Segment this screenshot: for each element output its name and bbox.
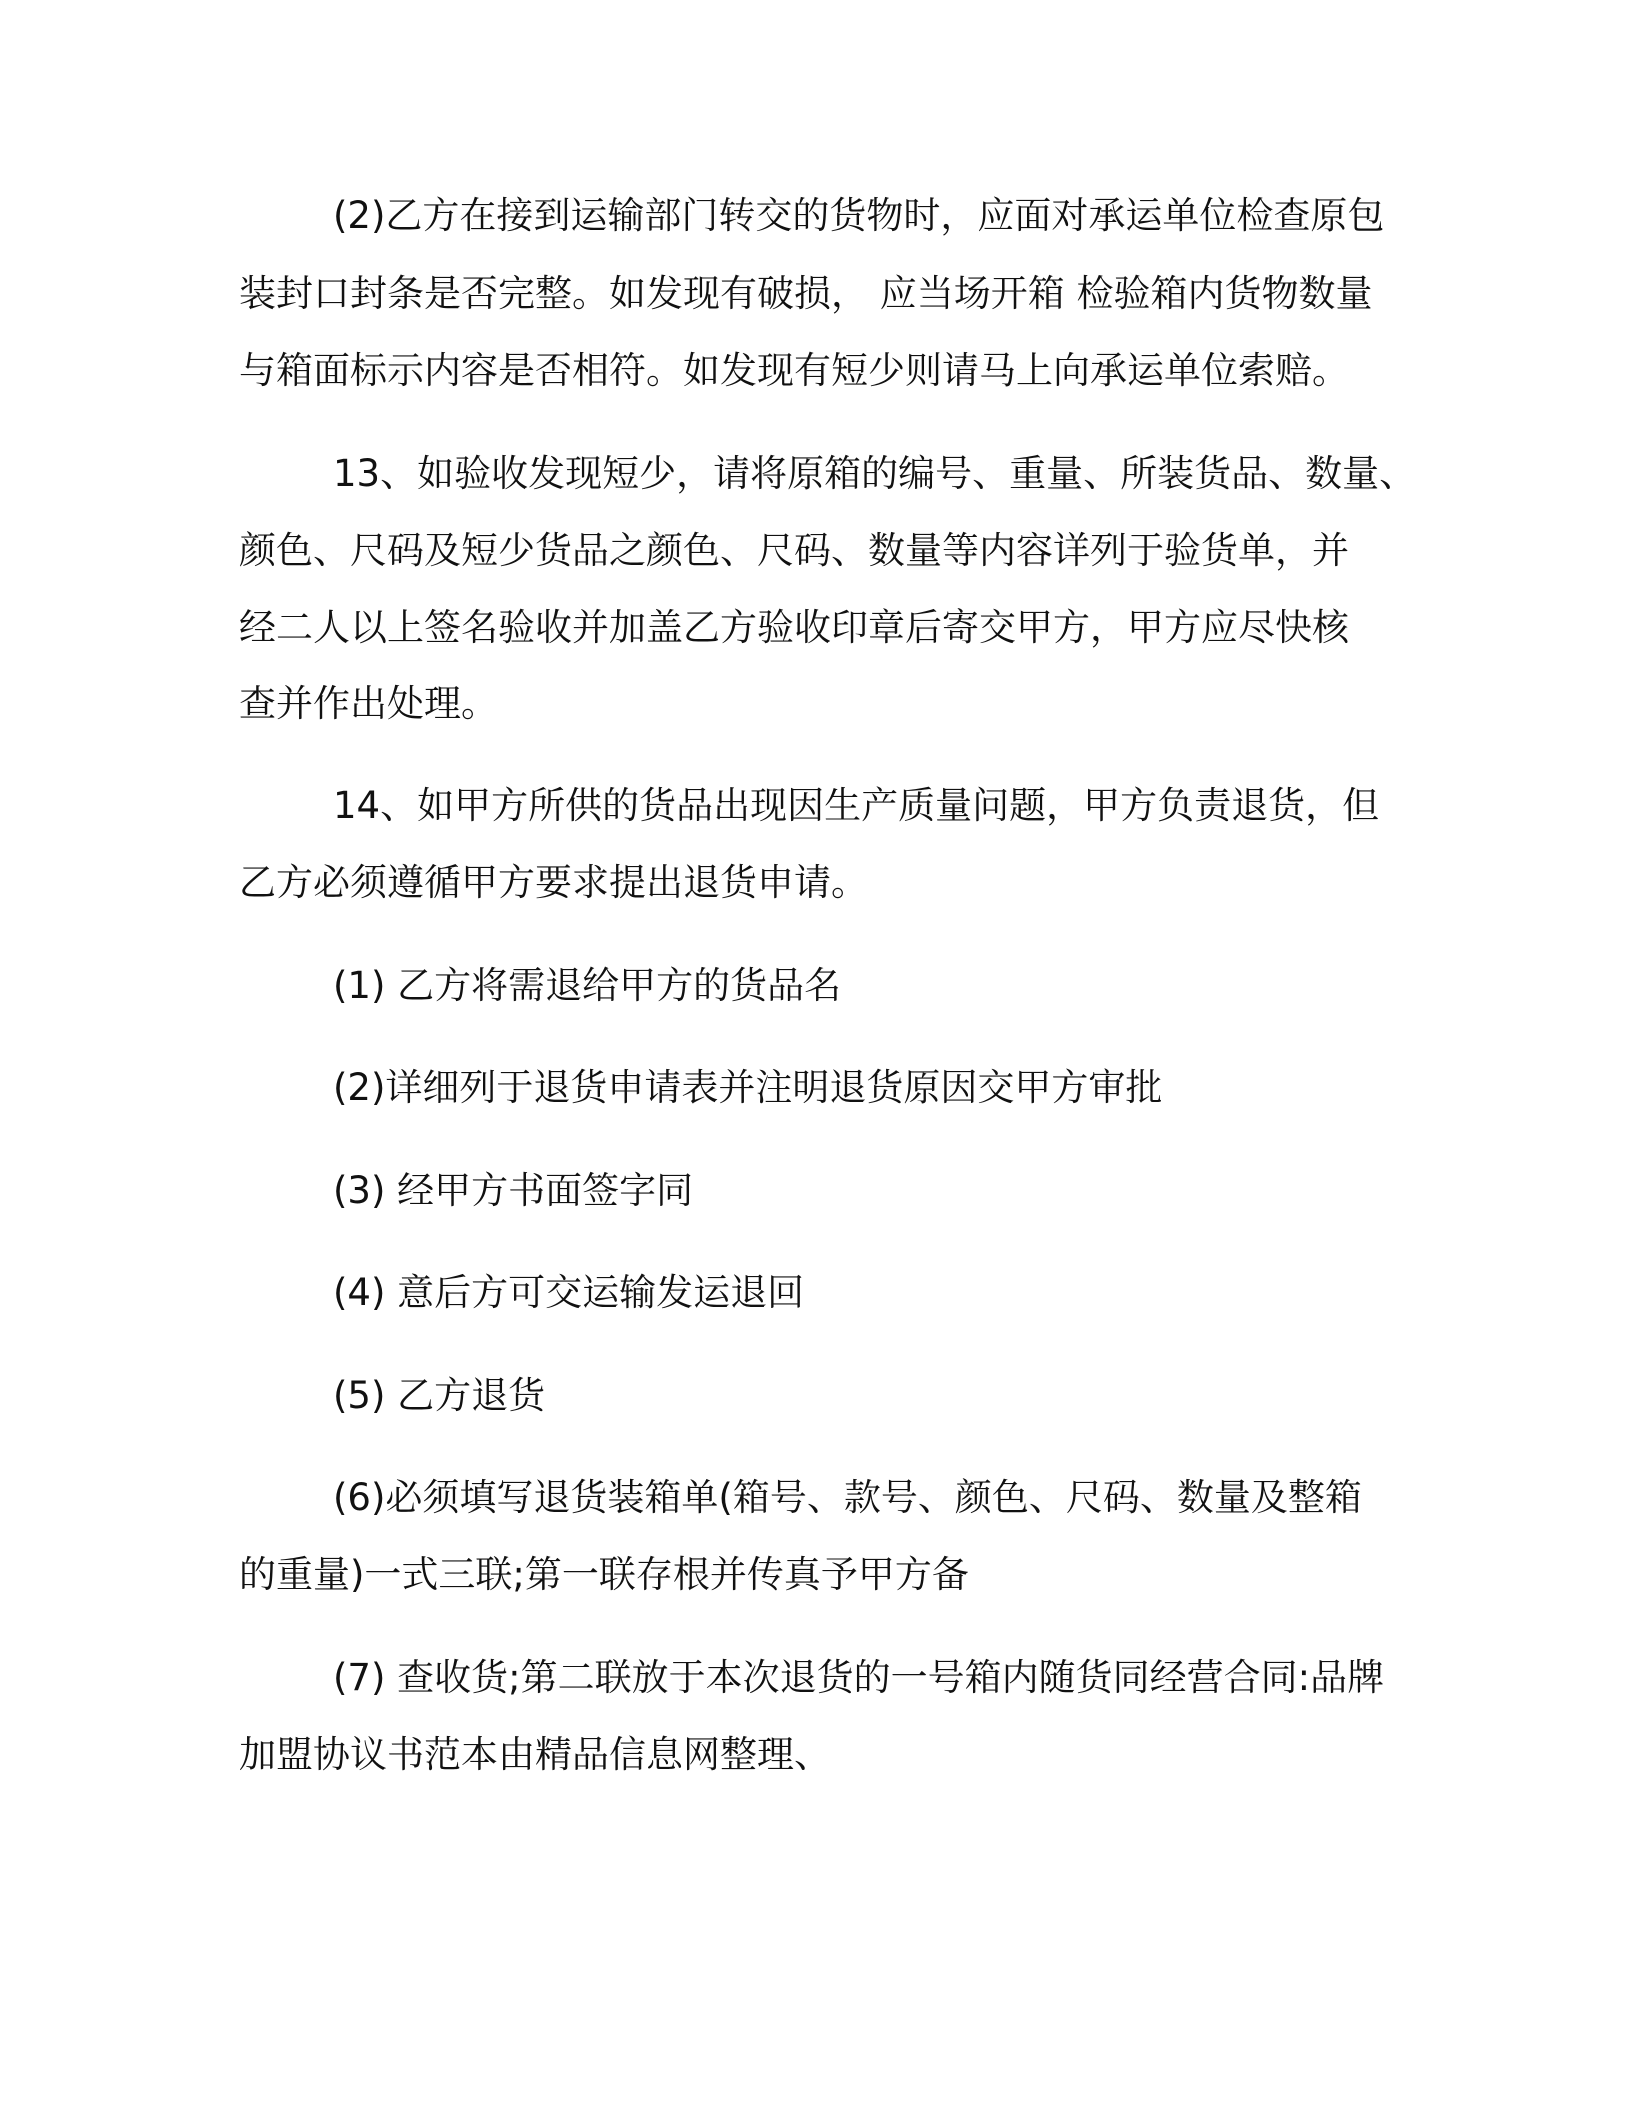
text-line: 颜色、尺码及短少货品之颜色、尺码、数量等内容详列于验货单，并: [239, 529, 1349, 572]
text-line: 查并作出处理。: [239, 682, 498, 725]
text-line: (2)乙方在接到运输部门转交的货物时，应面对承运单位检查原包: [333, 194, 1385, 237]
list-item-2: (2)详细列于退货申请表并注明退货原因交甲方审批: [333, 1066, 1163, 1109]
text-line: 的重量)一式三联;第一联存根并传真予甲方备: [239, 1553, 969, 1596]
list-item-4: (4) 意后方可交运输发运退回: [333, 1271, 805, 1314]
text-line: (7) 查收货;第二联放于本次退货的一号箱内随货同经营合同:品牌: [333, 1656, 1385, 1699]
text-line: 经二人以上签名验收并加盖乙方验收印章后寄交甲方，甲方应尽快核: [239, 606, 1349, 649]
text-line: 乙方必须遵循甲方要求提出退货申请。: [239, 861, 868, 904]
text-line: 加盟协议书范本由精品信息网整理、: [239, 1733, 831, 1776]
text-line: 13、如验收发现短少，请将原箱的编号、重量、所装货品、数量、: [333, 452, 1417, 495]
list-item-3: (3) 经甲方书面签字同: [333, 1169, 694, 1212]
text-line: 与箱面标示内容是否相符。如发现有短少则请马上向承运单位索赔。: [239, 349, 1349, 392]
list-item-1: (1) 乙方将需退给甲方的货品名: [333, 964, 842, 1007]
text-line: (6)必须填写退货装箱单(箱号、款号、颜色、尺码、数量及整箱: [333, 1476, 1362, 1519]
list-item-5: (5) 乙方退货: [333, 1374, 546, 1417]
text-line: 14、如甲方所供的货品出现因生产质量问题，甲方负责退货，但: [333, 784, 1380, 827]
text-line: 装封口封条是否完整。如发现有破损， 应当场开箱 检验箱内货物数量: [239, 272, 1373, 315]
